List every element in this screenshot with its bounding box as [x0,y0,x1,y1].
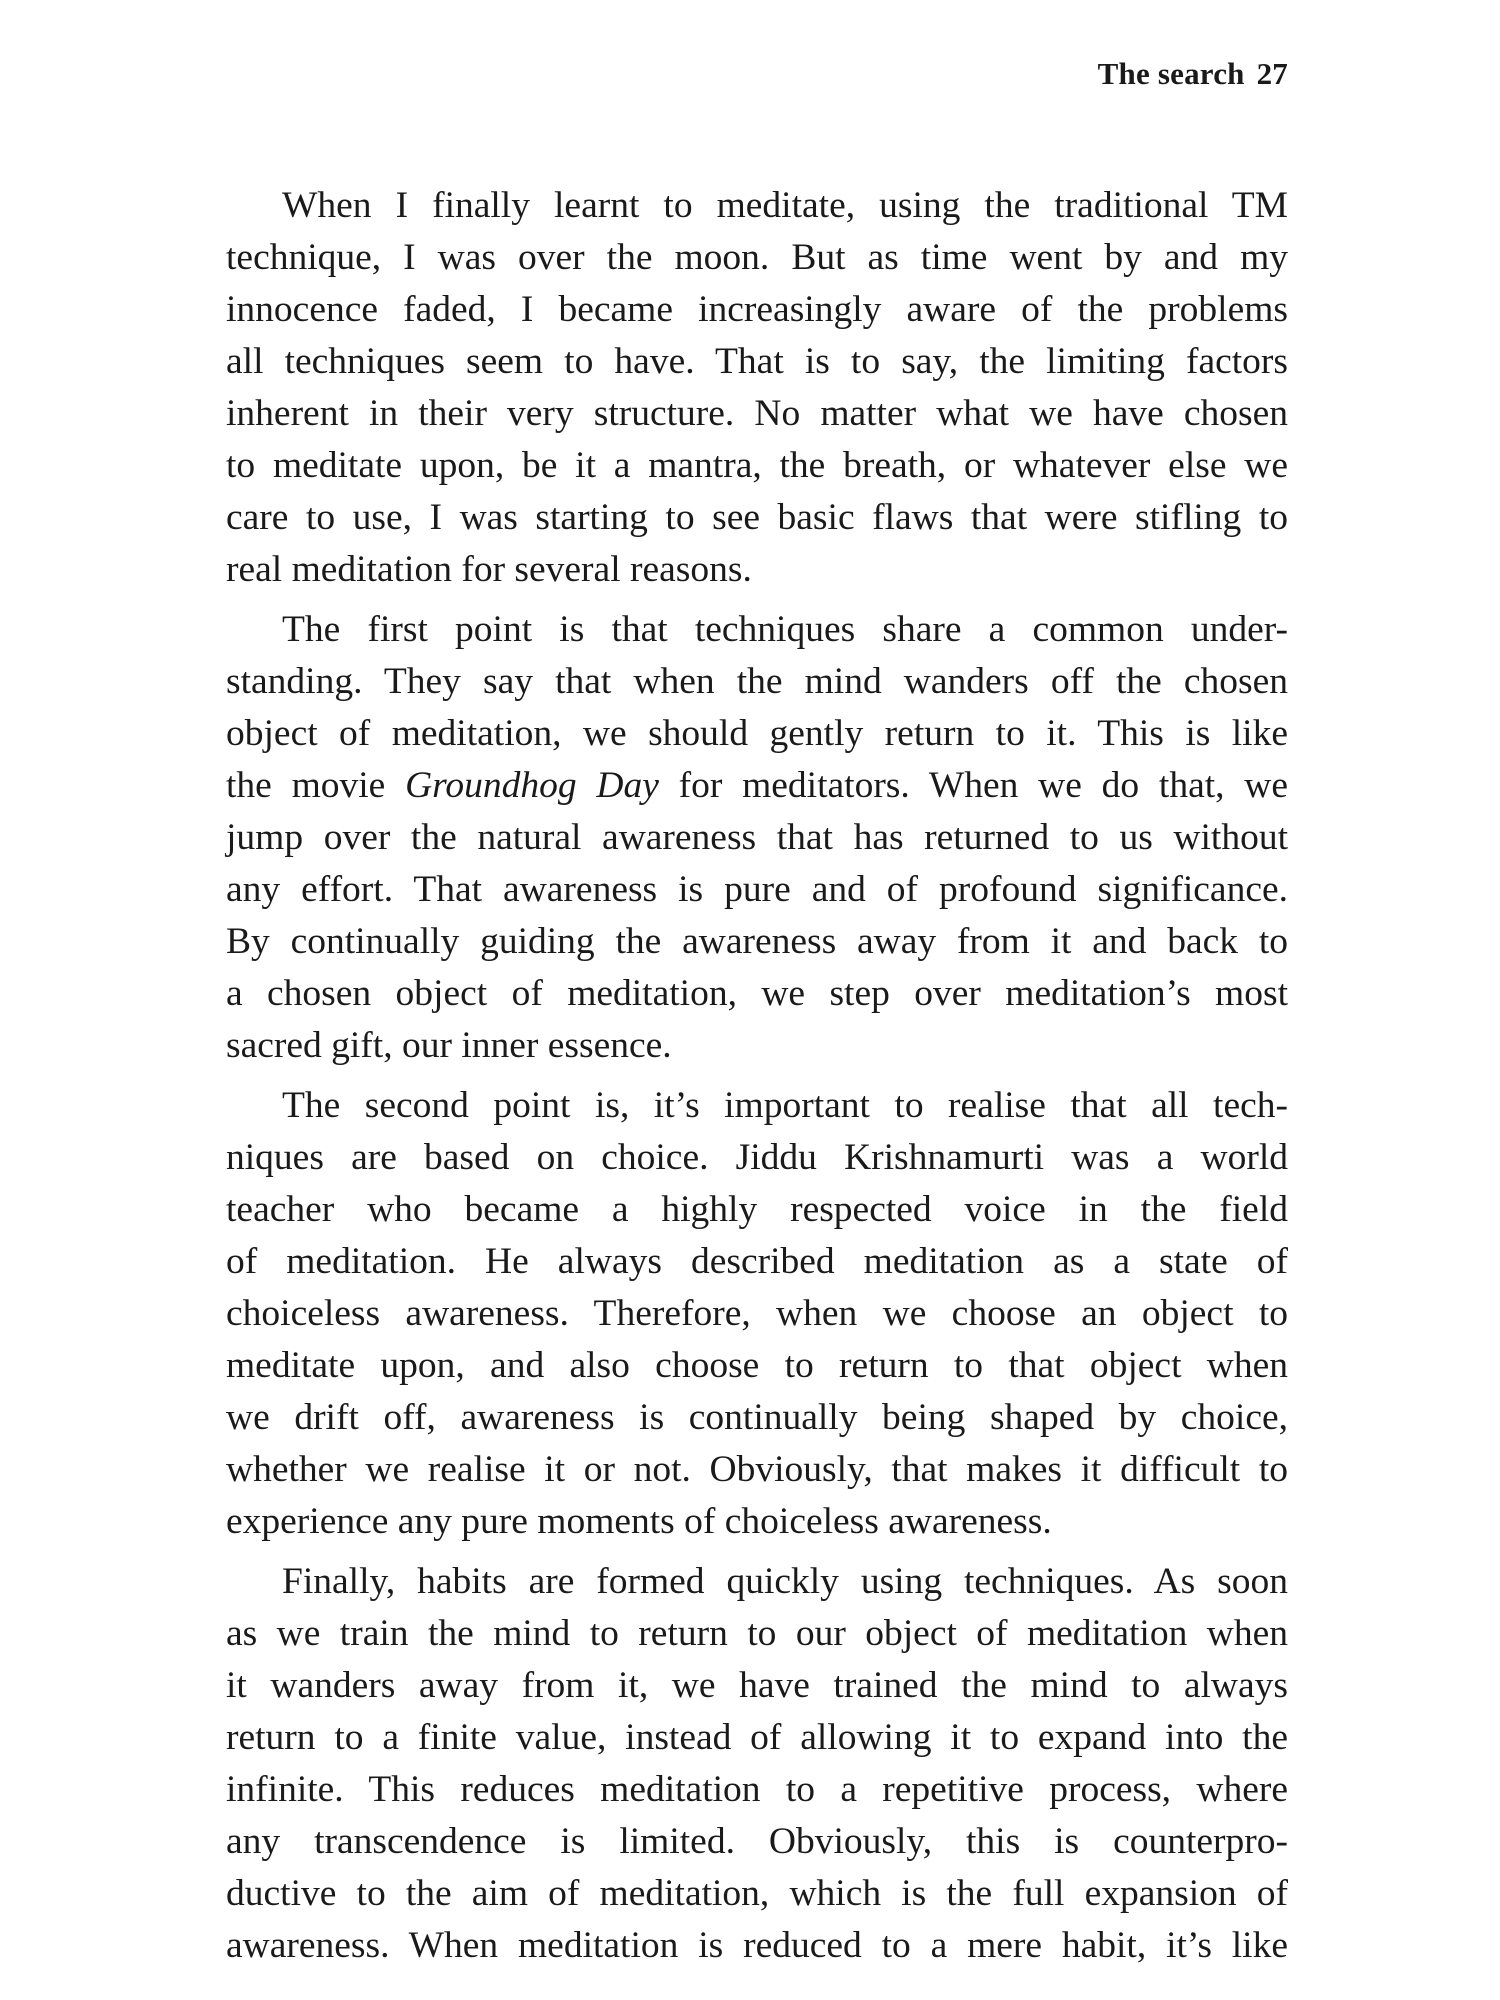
text-line-with-title [226,760,1288,812]
text-line: jump over the natural awareness that has returned to us without [226,817,1288,858]
text-line: technique, I was over the moon. But as time went by and my [226,237,1288,278]
text-line: inherent in their very structure. No matter what we have chosen [226,393,1288,434]
text-line: choiceless awareness. Therefore, when we choose an object to [226,1293,1288,1334]
text-line: Finally, habits are formed quickly using techniques. As soon [282,1561,1288,1602]
text-line: care to use, I was starting to see basic flaws that were stifling to [226,497,1288,538]
text-line: all techniques seem to have. That is to say, the limiting factors [226,341,1288,382]
text-line: When I finally learnt to meditate, using the traditional TM [282,185,1288,226]
text-line: any effort. That awareness is pure and of profound significance. [226,869,1288,910]
text-line: The first point is that techniques share a common under- [282,609,1288,650]
text-line: a chosen object of meditation, we step over meditation’s most [226,973,1288,1014]
text-fragment: for meditators. When we do that, we [658,765,1289,806]
text-fragment: the movie [226,765,406,806]
page-number: 27 [1256,56,1288,91]
text-line: experience any pure moments of choiceless awareness. [226,1501,1052,1542]
text-line: infinite. This reduces meditation to a repetitive process, where [226,1769,1288,1810]
paragraph-4 [226,1556,1288,1972]
text-line: return to a finite value, instead of allowing it to expand into the [226,1717,1288,1758]
chapter-title: The search [1097,56,1245,91]
text-line: standing. They say that when the mind wanders off the chosen [226,661,1288,702]
text-line: as we train the mind to return to our object of meditation when [226,1613,1288,1654]
text-line: The second point is, it’s important to realise that all tech- [282,1085,1288,1126]
movie-title: Groundhog Day [405,765,659,806]
paragraph-2 [226,604,1288,1072]
text-line: it wanders away from it, we have trained the mind to always [226,1665,1288,1706]
text-line: to meditate upon, be it a mantra, the breath, or whatever else we [226,445,1288,486]
paragraph-1 [226,180,1288,596]
text-line: awareness. When meditation is reduced to a mere habit, it’s like [226,1925,1288,1966]
text-line: we drift off, awareness is continually being shaped by choice, [226,1397,1288,1438]
running-head [1098,56,1288,92]
text-line: any transcendence is limited. Obviously, this is counterpro- [226,1821,1288,1862]
text-line: of meditation. He always described meditation as a state of [226,1241,1288,1282]
text-line: By continually guiding the awareness away from it and back to [226,921,1288,962]
body-text [226,180,1288,1980]
text-line: sacred gift, our inner essence. [226,1025,672,1066]
paragraph-3 [226,1080,1288,1548]
text-line: innocence faded, I became increasingly aware of the problems [226,289,1288,330]
text-line: ductive to the aim of meditation, which is the full expansion of [226,1873,1288,1914]
text-line: real meditation for several reasons. [226,549,752,590]
text-line: teacher who became a highly respected voice in the field [226,1189,1288,1230]
text-line: whether we realise it or not. Obviously, that makes it difficult to [226,1449,1288,1490]
text-line: niques are based on choice. Jiddu Krishnamurti was a world [226,1137,1288,1178]
text-line: object of meditation, we should gently return to it. This is like [226,713,1288,754]
text-line: meditate upon, and also choose to return to that object when [226,1345,1288,1386]
